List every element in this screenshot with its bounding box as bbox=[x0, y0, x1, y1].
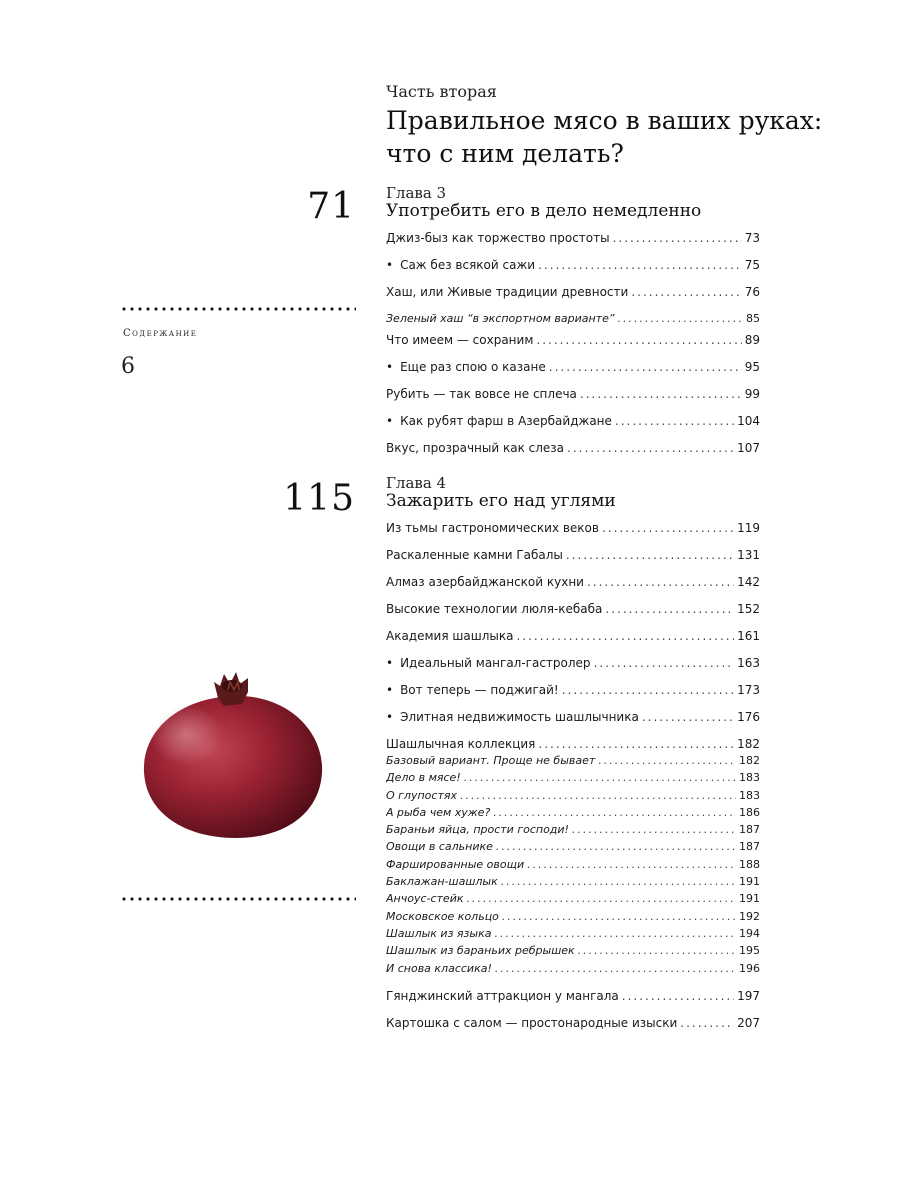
leader-dots bbox=[580, 387, 742, 401]
leader-dots bbox=[501, 875, 736, 888]
toc-entry-title: Анчоус-стейк bbox=[386, 892, 464, 906]
toc-entry bbox=[386, 360, 760, 387]
toc-entry bbox=[386, 754, 760, 771]
leader-dots bbox=[496, 840, 736, 853]
toc-entry bbox=[386, 823, 760, 840]
toc-entry bbox=[386, 285, 760, 312]
toc-entry bbox=[386, 414, 760, 441]
toc-entry-page: 192 bbox=[739, 909, 760, 923]
toc-entry-title: Алмаз азербайджанской кухни bbox=[386, 575, 584, 589]
toc-entry bbox=[386, 629, 760, 656]
toc-entry-title: Шашлык из языка bbox=[386, 926, 492, 940]
toc-entry-page: 183 bbox=[739, 771, 760, 785]
toc-entry bbox=[386, 1016, 760, 1043]
toc-entry-title: • Еще раз спою о казане bbox=[386, 360, 546, 374]
toc-entry bbox=[386, 710, 760, 737]
toc-entry bbox=[386, 441, 760, 468]
toc-entry-page: 182 bbox=[739, 754, 760, 767]
leader-dots bbox=[536, 333, 741, 347]
toc-entry-title: Баклажан-шашлык bbox=[386, 875, 498, 889]
toc-entry-page: 187 bbox=[739, 840, 760, 854]
toc-entry-title: Шашлычная коллекция bbox=[386, 737, 536, 751]
toc-entry-title: Вкус, прозрачный как слеза bbox=[386, 441, 565, 455]
toc-entry-title: Шашлык из бараньих ребрышек bbox=[386, 944, 575, 958]
toc-entry bbox=[386, 989, 760, 1016]
toc-entry-page: 75 bbox=[744, 258, 760, 272]
toc-entry-page: 142 bbox=[737, 575, 760, 589]
toc-entry-page: 73 bbox=[744, 231, 760, 245]
toc-entry bbox=[386, 858, 760, 875]
toc-entry-title: Академия шашлыка bbox=[386, 629, 514, 643]
toc-entry-page: 104 bbox=[737, 414, 760, 428]
leader-dots bbox=[572, 823, 736, 836]
toc-entry bbox=[386, 840, 760, 857]
leader-dots bbox=[622, 989, 734, 1003]
toc-entry-title: • Элитная недвижимость шашлычника bbox=[386, 710, 639, 724]
toc-entry-page: 197 bbox=[737, 988, 760, 1003]
leader-dots bbox=[516, 629, 734, 643]
toc-entry bbox=[386, 944, 760, 961]
toc-entry bbox=[386, 656, 760, 683]
toc-entry-title: Картошка с салом — простонародные изыски bbox=[386, 1015, 678, 1030]
toc-entry-page: 89 bbox=[744, 333, 760, 347]
toc-entry bbox=[386, 789, 760, 806]
toc-entry-title: Бараньи яйца, прости господи! bbox=[386, 823, 569, 837]
dotted-divider-bottom bbox=[120, 897, 356, 901]
leader-dots bbox=[587, 575, 734, 589]
toc-entry bbox=[386, 258, 760, 285]
toc-entry-page: 207 bbox=[737, 1015, 760, 1030]
toc-entry-page: 95 bbox=[744, 360, 760, 374]
toc-entry bbox=[386, 892, 760, 909]
toc-entry-page: 191 bbox=[739, 875, 760, 889]
leader-dots bbox=[538, 737, 734, 751]
toc-entry bbox=[386, 875, 760, 892]
leader-dots bbox=[493, 806, 736, 819]
toc-entry-page: 176 bbox=[737, 710, 760, 724]
toc-entry-title: Что имеем — сохраним bbox=[386, 333, 534, 347]
toc-entry-title: Хаш, или Живые традиции древности bbox=[386, 285, 629, 299]
leader-dots bbox=[494, 927, 736, 940]
toc-entry-title: Базовый вариант. Проще не бывает bbox=[386, 754, 596, 767]
toc-entry-title: А рыба чем хуже? bbox=[386, 805, 491, 819]
toc-entry-page: 107 bbox=[737, 441, 760, 455]
leader-dots bbox=[680, 1016, 734, 1030]
toc-entry bbox=[386, 683, 760, 710]
toc-entry-page: 152 bbox=[737, 602, 760, 616]
toc-entry bbox=[386, 806, 760, 823]
leader-dots bbox=[460, 789, 736, 802]
leader-dots bbox=[602, 521, 734, 535]
toc-entry bbox=[386, 737, 760, 754]
toc-entry bbox=[386, 602, 760, 629]
leader-dots bbox=[527, 858, 736, 871]
chapter-4-toc-list bbox=[386, 521, 760, 1043]
chapter-3-label: Глава 3 bbox=[386, 184, 447, 202]
leader-dots bbox=[538, 258, 742, 272]
toc-entry-page: 76 bbox=[744, 285, 760, 299]
leader-dots bbox=[642, 710, 734, 724]
toc-entry-page: 131 bbox=[737, 548, 760, 562]
toc-entry-page: 186 bbox=[739, 805, 760, 819]
toc-entry-title: Раскаленные камни Габалы bbox=[386, 548, 563, 562]
leader-dots bbox=[613, 231, 742, 245]
toc-entry-page: 119 bbox=[737, 521, 760, 535]
toc-entry-title: • Вот теперь — поджигай! bbox=[386, 683, 559, 697]
toc-entry-page: 194 bbox=[739, 926, 760, 940]
pomegranate-image bbox=[138, 668, 328, 840]
leader-dots bbox=[567, 441, 734, 455]
toc-entry-page: 99 bbox=[744, 387, 760, 401]
toc-entry-page: 188 bbox=[739, 857, 760, 871]
toc-entry bbox=[386, 521, 760, 548]
toc-entry-title: Овощи в сальнике bbox=[386, 840, 493, 854]
leader-dots bbox=[549, 360, 742, 374]
chapter-4-start-page: 115 bbox=[283, 478, 355, 519]
toc-entry-title: Дело в мясе! bbox=[386, 771, 461, 785]
toc-entry bbox=[386, 575, 760, 602]
toc-entry-title: • Как рубят фарш в Азербайджане bbox=[386, 414, 612, 428]
toc-entry-page: 163 bbox=[737, 656, 760, 670]
leader-dots bbox=[605, 602, 734, 616]
leader-dots bbox=[615, 414, 734, 428]
toc-entry bbox=[386, 333, 760, 360]
toc-entry bbox=[386, 962, 760, 979]
leader-dots bbox=[598, 754, 736, 767]
toc-entry bbox=[386, 927, 760, 944]
toc-entry-title: Рубить — так вовсе не сплеча bbox=[386, 387, 577, 401]
chapter-3-toc-list bbox=[386, 231, 760, 468]
toc-entry-title: Высокие технологии люля-кебаба bbox=[386, 602, 603, 616]
toc-entry-title: О глупостях bbox=[386, 788, 457, 802]
chapter-3-title: Употребить его в дело немедленно bbox=[386, 201, 702, 221]
chapter-3-start-page: 71 bbox=[307, 186, 355, 227]
toc-entry-page: 173 bbox=[737, 683, 760, 697]
section-title: Содержание bbox=[123, 328, 198, 339]
toc-entry-title: Московское кольцо bbox=[386, 909, 499, 923]
toc-entry bbox=[386, 771, 760, 788]
leader-dots bbox=[467, 892, 737, 905]
toc-entry-page: 161 bbox=[737, 629, 760, 643]
toc-entry-title: • Идеальный мангал-гастролер bbox=[386, 656, 591, 670]
toc-entry bbox=[386, 548, 760, 575]
toc-entry-title: Зеленый хаш “в экспортном варианте” bbox=[386, 312, 615, 325]
leader-dots bbox=[618, 312, 743, 325]
toc-entry-page: 183 bbox=[739, 788, 760, 802]
toc-entry-page: 195 bbox=[739, 944, 760, 958]
toc-entry bbox=[386, 231, 760, 258]
toc-entry-title: Джиз-быз как торжество простоты bbox=[386, 231, 610, 245]
toc-entry-title: Из тьмы гастрономических веков bbox=[386, 521, 599, 535]
toc-entry-page: 196 bbox=[739, 961, 760, 975]
toc-entry-page: 191 bbox=[739, 892, 760, 906]
toc-entry-title: Гянджинский аттракцион у мангала bbox=[386, 988, 619, 1003]
page-number: 6 bbox=[121, 354, 135, 379]
toc-entry-page: 187 bbox=[739, 823, 760, 837]
leader-dots bbox=[495, 962, 736, 975]
chapter-4-label: Глава 4 bbox=[386, 474, 447, 492]
chapter-4-title: Зажарить его над углями bbox=[386, 491, 616, 511]
leader-dots bbox=[464, 771, 736, 784]
toc-entry-page: 85 bbox=[746, 312, 760, 325]
part-title: Правильное мясо в ваших руках: что с ним делать? bbox=[386, 106, 823, 168]
leader-dots bbox=[566, 548, 734, 562]
part-label: Часть вторая bbox=[386, 82, 497, 101]
toc-entry bbox=[386, 312, 760, 333]
toc-entry-title: И снова классика! bbox=[386, 961, 492, 975]
toc-entry-title: • Саж без всякой сажи bbox=[386, 258, 535, 272]
leader-dots bbox=[631, 285, 741, 299]
toc-entry bbox=[386, 387, 760, 414]
toc-entry bbox=[386, 910, 760, 927]
toc-entry-title: Фаршированные овощи bbox=[386, 857, 525, 871]
dotted-divider-top bbox=[120, 307, 356, 311]
leader-dots bbox=[562, 683, 734, 697]
leader-dots bbox=[578, 944, 736, 957]
toc-entry-page: 182 bbox=[737, 737, 760, 751]
leader-dots bbox=[502, 910, 736, 923]
leader-dots bbox=[594, 656, 735, 670]
